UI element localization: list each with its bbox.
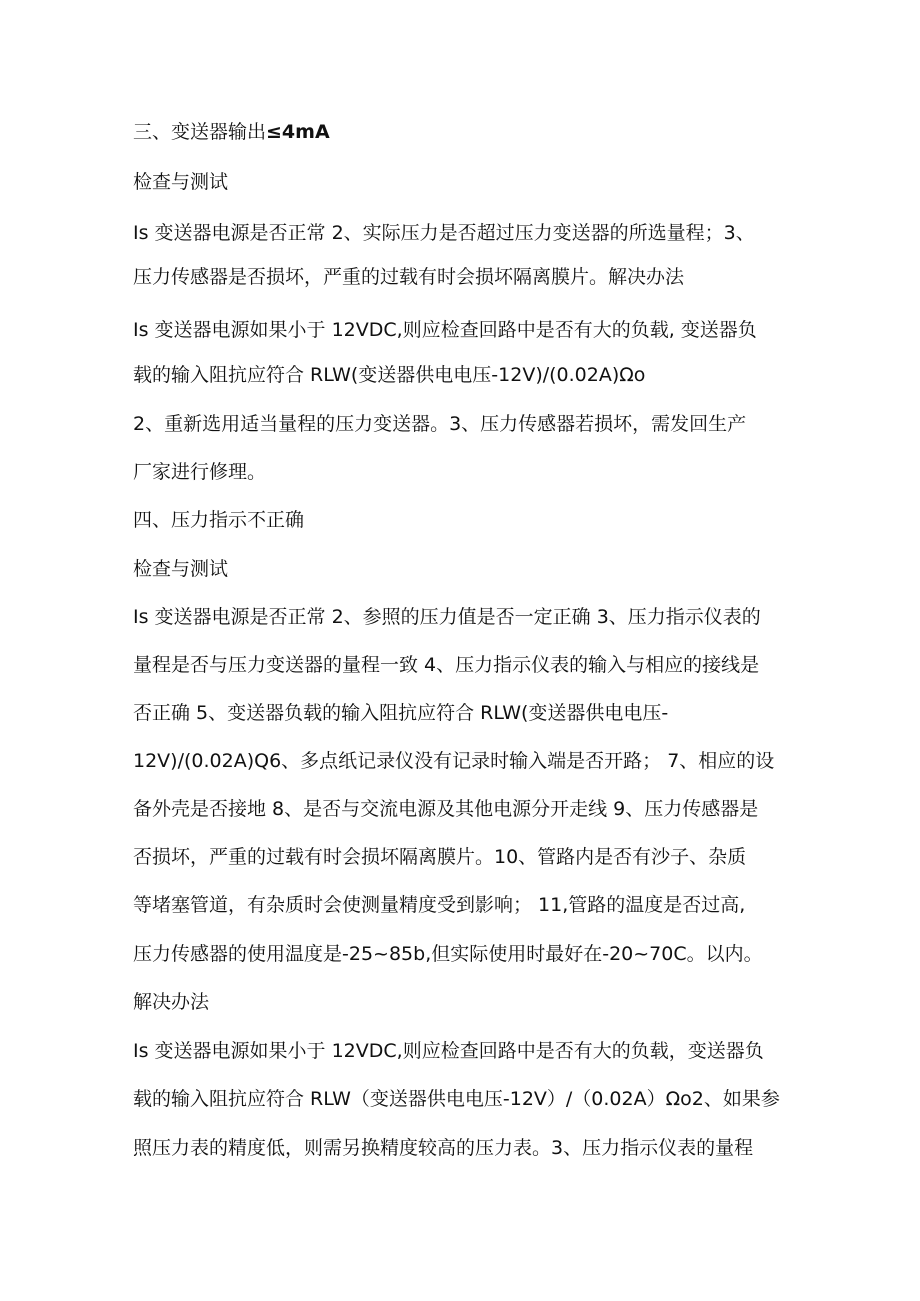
section4-check-line-4: 12V)∕(0.02A)Q6、多点纸记录仪没有记录时输入端是否开路； 7、相应的设 [133, 750, 775, 772]
section4-check-line-2: 量程是否与压力变送器的量程一致 4、压力指示仪表的输入与相应的接线是 [133, 654, 760, 676]
section4-title: 四、压力指示不正确 [133, 509, 305, 531]
section3-check-line-2: 压力传感器是否损坏，严重的过载有时会损坏隔离膜片。解决办法 [133, 266, 685, 288]
section4-check-line-7: 等堵塞管道，有杂质时会使测量精度受到影响； 11,管路的温度是否过高, [133, 894, 746, 916]
section3-title-strong: ≤4mA [266, 121, 330, 143]
section3-check-heading: 检查与测试 [133, 171, 229, 193]
section4-solution-heading: 解决办法 [133, 991, 210, 1013]
section3-solution-line-3: 2、重新选用适当量程的压力变送器。3、压力传感器若损坏，需发回生产 [133, 413, 747, 435]
section3-title-prefix: 三、变送器输出 [133, 121, 267, 143]
section4-check-line-8: 压力传感器的使用温度是-25~85b,但实际使用时最好在-20~70C。以内。 [133, 943, 763, 965]
section4-check-heading: 检查与测试 [133, 558, 229, 580]
section3-solution-line-4: 厂家进行修理。 [133, 461, 267, 483]
section4-check-line-5: 备外壳是否接地 8、是否与交流电源及其他电源分开走线 9、压力传感器是 [133, 798, 759, 820]
section4-check-line-3: 否正确 5、变送器负载的输入阻抗应符合 RLW(变送器供电电压- [133, 702, 669, 724]
section4-check-line-1: Is 变送器电源是否正常 2、参照的压力值是否一定正确 3、压力指示仪表的 [133, 606, 761, 628]
section3-solution-line-2: 载的输入阻抗应符合 RLW(变送器供电电压-12V)∕(0.02A)Ωo [133, 364, 646, 386]
section3-solution-line-1: Is 变送器电源如果小于 12VDC,则应检查回路中是否有大的负载, 变送器负 [133, 319, 757, 341]
section4-solution-line-3: 照压力表的精度低，则需另换精度较高的压力表。3、压力指示仪表的量程 [133, 1137, 754, 1159]
section4-solution-line-1: Is 变送器电源如果小于 12VDC,则应检查回路中是否有大的负载，变送器负 [133, 1040, 764, 1062]
section3-check-line-1: Is 变送器电源是否正常 2、实际压力是否超过压力变送器的所选量程；3、 [133, 222, 755, 244]
section4-solution-line-2: 载的输入阻抗应符合 RLW（变送器供电电压-12V）/（0.02A）Ωo2、如果参 [133, 1088, 780, 1110]
section3-title [133, 118, 793, 146]
section4-check-line-6: 否损坏，严重的过载有时会损坏隔离膜片。10、管路内是否有沙子、杂质 [133, 846, 747, 868]
